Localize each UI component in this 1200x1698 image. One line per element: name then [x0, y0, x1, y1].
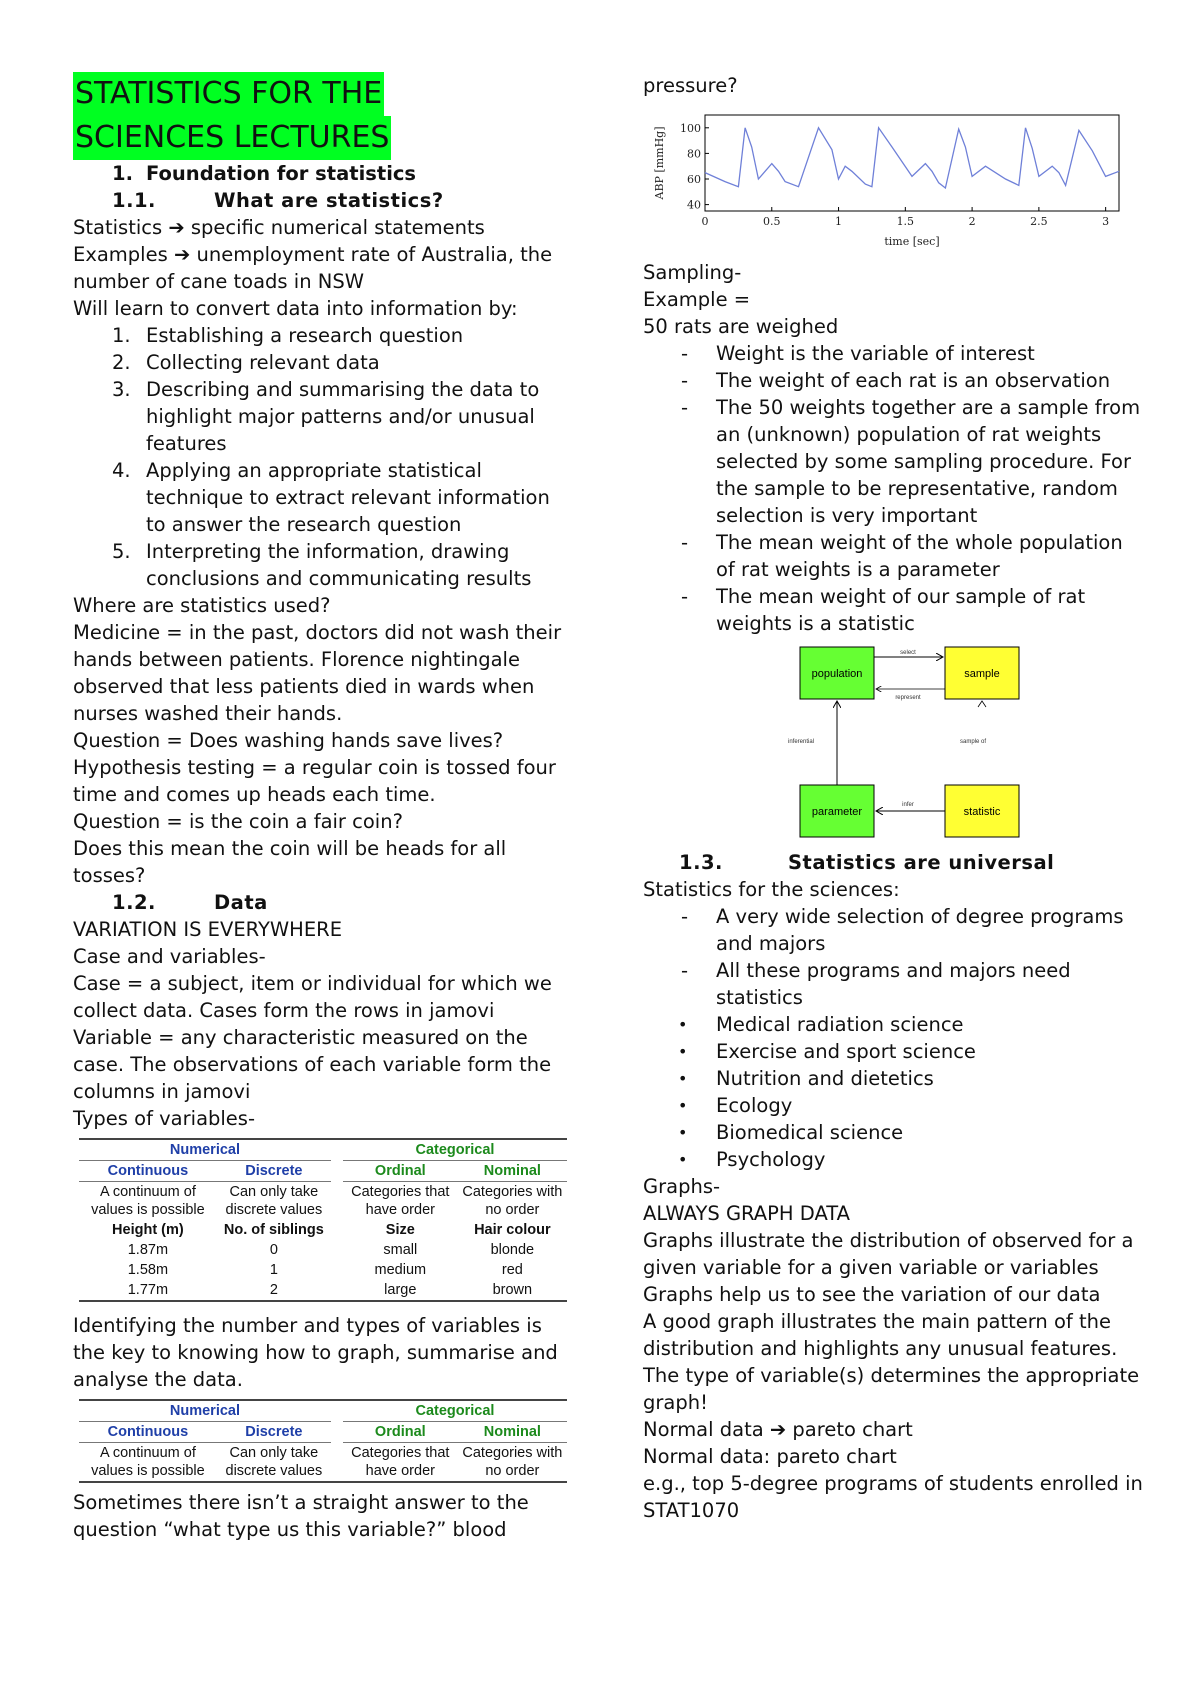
sciences-list — [643, 903, 1143, 1173]
statistic-label: statistic — [963, 806, 1001, 818]
variable-definition: Variable = any characteristic measured on the case. The observations of each variable form the columns in jamovi — [73, 1026, 552, 1103]
list-item: 5. Interpreting the information, drawing conclusions and communicating results — [112, 540, 532, 590]
question-coin: Question = is the coin a fair coin? — [73, 810, 403, 833]
x-tick-label: 0 — [701, 215, 709, 228]
list-item: - The 50 weights together are a sample from an (unknown) population of rat weights selected by some sampling procedure. For the sample to be representative, random selection is very important — [681, 396, 1141, 527]
table-header-categorical: Categorical — [343, 1139, 567, 1161]
table-header-numerical: Numerical — [79, 1139, 331, 1161]
plot-frame — [705, 115, 1119, 211]
sciences-intro: Statistics for the sciences: — [643, 878, 900, 901]
table-cell: Discrete — [217, 1161, 331, 1182]
arrow-icon: ➔ — [769, 1418, 787, 1441]
title-line-2: SCIENCES LECTURES — [73, 116, 391, 160]
types-heading: Types of variables- — [73, 1107, 256, 1130]
list-item: • Ecology — [678, 1094, 793, 1117]
y-tick-label: 80 — [687, 147, 701, 161]
case-definition: Case = a subject, item or individual for which we collect data. Cases form the rows in jamovi — [73, 972, 552, 1022]
variation-text: VARIATION IS EVERYWHERE — [73, 918, 343, 941]
table-cell: Nominal — [458, 1422, 567, 1443]
example-label: Example = — [643, 288, 751, 311]
inferential-label: inferential — [787, 739, 815, 745]
graphs-paragraph-3: A good graph illustrates the main pattern of the distribution and highlights any unusual features. — [643, 1310, 1118, 1360]
identifying-paragraph: Identifying the number and types of variables is the key to knowing how to graph, summarise and analyse the data. — [73, 1314, 558, 1391]
graphs-heading: Graphs- — [643, 1175, 721, 1198]
title-line-1: STATISTICS FOR THE — [73, 72, 384, 116]
list-item: • Biomedical science — [678, 1121, 904, 1144]
y-tick-label: 60 — [687, 173, 701, 186]
sample-of-label: sample of — [959, 739, 987, 745]
list-item: - The mean weight of the whole population of rat weights is a parameter — [681, 531, 1123, 581]
infer-label: infer — [902, 802, 914, 808]
abp-series-line — [705, 128, 1119, 188]
table-row: 1.87m 0 small blonde — [127, 1242, 535, 1258]
x-tick-label: 2.5 — [1030, 215, 1048, 228]
variable-types-table — [79, 1138, 567, 1302]
list-item: 1. Establishing a research question — [112, 324, 464, 347]
normal-data-1: Normal data ➔ pareto chart — [643, 1418, 913, 1441]
list-item: • Psychology — [678, 1148, 826, 1171]
table-row: 1.77m 2 large brown — [79, 1280, 567, 1301]
x-axis-label: time [sec] — [884, 235, 940, 248]
sampling-heading: Sampling- — [643, 261, 742, 284]
table-cell: Can only take discrete values — [225, 1184, 323, 1218]
normal-data-2: Normal data: pareto chart — [643, 1445, 897, 1468]
example-programs: e.g., top 5-degree programs of students enrolled in STAT1070 — [643, 1472, 1143, 1522]
left-column — [73, 72, 573, 1543]
select-label: select — [900, 650, 916, 656]
document-title — [73, 72, 573, 160]
sample-arrowhead — [978, 701, 986, 707]
table-cell: Can only take discrete values — [225, 1445, 323, 1479]
table-cell: Categories with no order — [462, 1184, 563, 1218]
y-axis-label: ABP [mmHg] — [653, 126, 666, 200]
x-tick-label: 1 — [835, 215, 843, 228]
y-tick-label: 40 — [687, 198, 701, 212]
table-cell: Nominal — [458, 1161, 567, 1182]
table-cell: Categorical — [343, 1400, 567, 1422]
sample-label: sample — [964, 668, 1000, 680]
hypothesis-paragraph: Hypothesis testing = a regular coin is tossed four time and comes up heads each time. — [73, 756, 556, 806]
where-question: Where are statistics used? — [73, 594, 331, 617]
list-item: - All these programs and majors need statistics — [681, 959, 1071, 1009]
table-cell: Discrete — [217, 1422, 331, 1443]
x-tick-label: 3 — [1102, 215, 1110, 228]
abp-line-chart — [643, 111, 1123, 251]
table-row: 1.58m 1 medium red — [127, 1262, 523, 1278]
pressure-text: pressure? — [643, 74, 738, 97]
table-cell: Ordinal — [343, 1161, 458, 1182]
table-cell: Categories with no order — [462, 1445, 563, 1479]
graphs-paragraph-2: Graphs help us to see the variation of our data — [643, 1283, 1101, 1306]
table-cell: Numerical — [79, 1400, 331, 1422]
learn-intro: Will learn to convert data into information by: — [73, 297, 518, 320]
sampling-diagram — [643, 643, 1143, 843]
list-item: 4. Applying an appropriate statistical technique to extract relevant information to answer the research question — [112, 459, 550, 536]
arrow-icon: ➔ — [168, 216, 185, 239]
table-cell: Continuous — [79, 1422, 217, 1443]
table-cell: Categories that have order — [351, 1445, 450, 1479]
list-item: 3. Describing and summarising the data to highlight major patterns and/or unusual features — [112, 378, 540, 455]
heading-data: 1.2. Data — [112, 891, 268, 914]
table-cell: Ordinal — [343, 1422, 458, 1443]
always-graph-text: ALWAYS GRAPH DATA — [643, 1202, 851, 1225]
steps-list — [73, 322, 573, 592]
graphs-paragraph-1: Graphs illustrate the distribution of observed for a given variable for a given variable or variables — [643, 1229, 1134, 1279]
heading-foundation: 1. Foundation for statistics — [112, 162, 417, 185]
graphs-paragraph-4: The type of variable(s) determines the appropriate graph! — [643, 1364, 1140, 1414]
table-cell: Hair colour — [474, 1222, 551, 1238]
list-item: - The mean weight of our sample of rat weights is a statistic — [681, 585, 1086, 635]
table-cell: No. of siblings — [223, 1222, 324, 1238]
list-item: • Exercise and sport science — [678, 1040, 976, 1063]
heading-universal: 1.3. Statistics are universal — [679, 851, 1055, 874]
sometimes-paragraph: Sometimes there isn’t a straight answer to the question “what type us this variable?” blood — [73, 1491, 529, 1541]
heading-what-are-statistics: 1.1. What are statistics? — [112, 189, 444, 212]
list-item: • Nutrition and dietetics — [678, 1067, 934, 1090]
arrow-icon: ➔ — [173, 243, 191, 266]
variable-types-table-short — [79, 1399, 567, 1483]
parameter-label: parameter — [811, 806, 863, 818]
population-label: population — [811, 668, 863, 680]
list-item: - The weight of each rat is an observation — [681, 369, 1111, 392]
table-cell: Height (m) — [112, 1222, 184, 1238]
heads-question: Does this mean the coin will be heads for all tosses? — [73, 837, 507, 887]
list-item: - A very wide selection of degree programs and majors — [681, 905, 1124, 955]
y-tick-label: 100 — [680, 121, 701, 135]
rats-text: 50 rats are weighed — [643, 315, 839, 338]
list-item: • Medical radiation science — [678, 1013, 964, 1036]
x-tick-label: 1.5 — [896, 215, 915, 228]
medicine-paragraph: Medicine = in the past, doctors did not wash their hands between patients. Florence nightingale observed that less patients died in wards when nurses washed their hands. — [73, 621, 562, 725]
table-cell: Size — [385, 1222, 415, 1238]
statistics-definition: Statistics ➔ specific numerical statements — [73, 216, 485, 239]
table-cell: Categories that have order — [351, 1184, 450, 1218]
list-item: - Weight is the variable of interest — [681, 342, 1035, 365]
examples-definition: Examples ➔ unemployment rate of Australia, the number of cane toads in NSW — [73, 243, 553, 293]
cases-heading: Case and variables- — [73, 945, 266, 968]
represent-label: represent — [895, 695, 921, 701]
x-tick-label: 2 — [968, 215, 976, 228]
table-cell: A continuum of values is possible — [91, 1445, 205, 1479]
sampling-list — [643, 340, 1143, 637]
x-tick-label: 0.5 — [763, 215, 781, 228]
right-column — [643, 72, 1143, 1524]
table-cell: Continuous — [79, 1161, 217, 1182]
question-hands: Question = Does washing hands save lives? — [73, 729, 504, 752]
table-cell: A continuum of values is possible — [91, 1184, 205, 1218]
list-item: 2. Collecting relevant data — [112, 351, 380, 374]
